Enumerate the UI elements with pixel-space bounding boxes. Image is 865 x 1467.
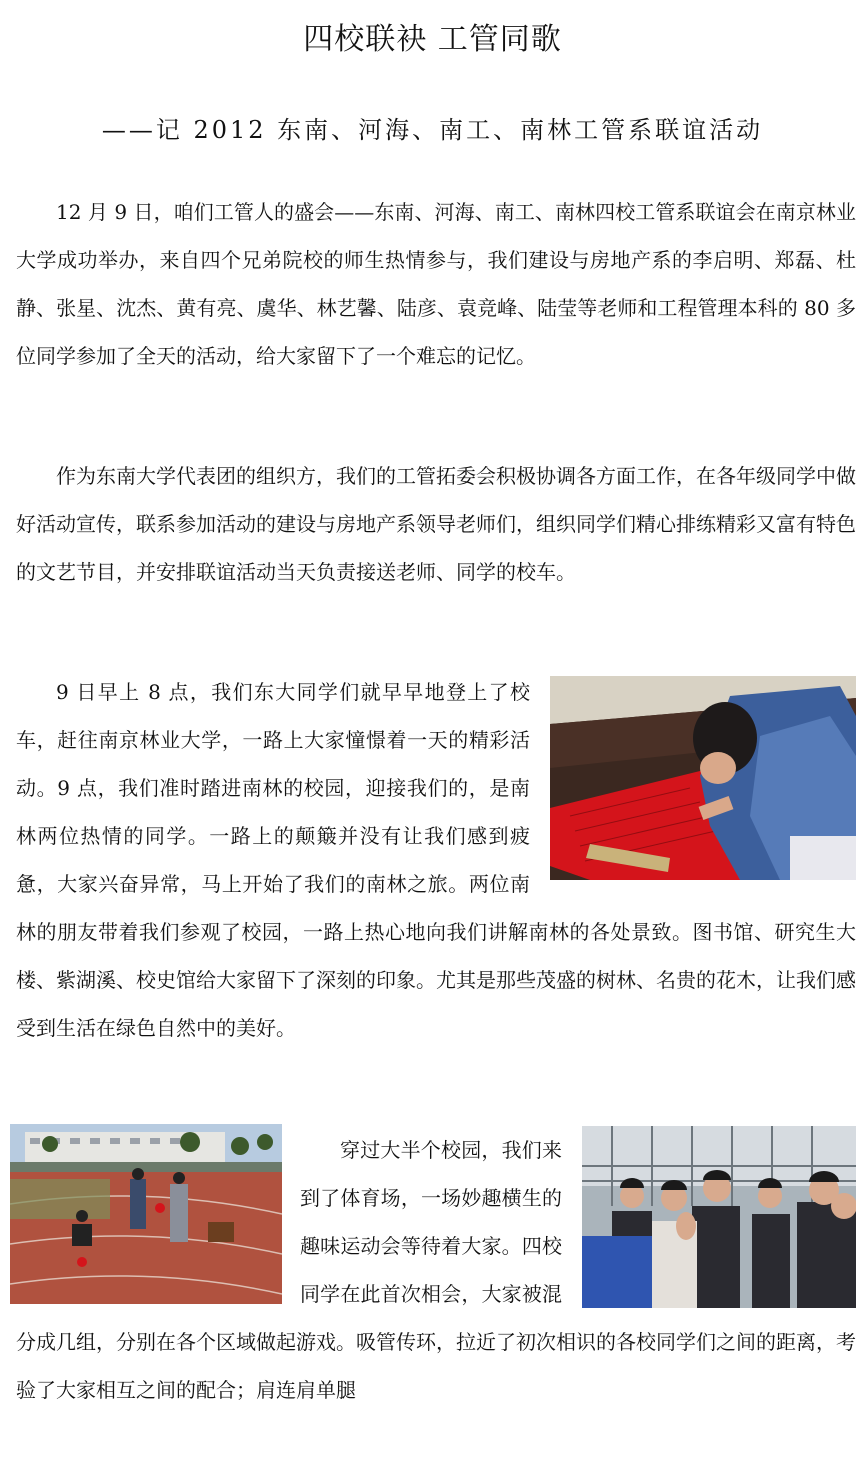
paragraph-1-text: 12 月 9 日，咱们工管人的盛会——东南、河海、南工、南林四校工管系联谊会在南京林业大学成功举办，来自四个兄弟院校的师生热情参与，我们建设与房地产系的李启明、郑磊、杜静、张星、沈杰、黄有亮、虞华、林艺馨、陆彦、袁竞峰、陆莹等老师和工程管理本科的 80 多位同学参加了全天的活动，给大家留下了一个难忘的记忆。 [16, 200, 856, 368]
signing-banner-photo [550, 676, 856, 880]
paragraph-2 [16, 452, 856, 596]
paragraph-4 [16, 1126, 856, 1414]
paragraph-4-text: 穿过大半个校园，我们来到了体育场，一场妙趣横生的趣味运动会等待着大家。四校同学在此首次相会，大家被混分成几组，分别在各个区域做起游戏。吸管传环，拉近了初次相识的各校同学们之间的距离，考验了大家相互之间的配合；肩连肩单腿 [16, 1138, 856, 1402]
article-subtitle: ——记 2012 东南、河海、南工、南林工管系联谊活动 [101, 116, 764, 144]
sports-field-photo [10, 1124, 282, 1304]
article-title: 四校联袂 工管同歌 [303, 22, 562, 57]
group-photo [582, 1126, 856, 1308]
paragraph-3 [16, 668, 856, 1052]
paragraph-3-text: 9 日早上 8 点，我们东大同学们就早早地登上了校车，赶往南京林业大学，一路上大家憧憬着一天的精彩活动。9 点，我们准时踏进南林的校园，迎接我们的，是南林两位热情的同学。一路上的颠簸并没有让我们感到疲惫，大家兴奋异常，马上开始了我们的南林之旅。两位南林的朋友带着我们参观了校园，一路上热心地向我们讲解南林的各处景致。图书馆、研究生大楼、紫湖溪、校史馆给大家留下了深刻的印象。尤其是那些茂盛的树林、名贵的花木，让我们感受到生活在绿色自然中的美好。 [16, 680, 856, 1040]
paragraph-2-text: 作为东南大学代表团的组织方，我们的工管拓委会积极协调各方面工作，在各年级同学中做好活动宣传，联系参加活动的建设与房地产系领导老师们，组织同学们精心排练精彩又富有特色的文艺节目，并安排联谊活动当天负责接送老师、同学的校车。 [16, 464, 856, 584]
paragraph-1 [16, 188, 856, 380]
